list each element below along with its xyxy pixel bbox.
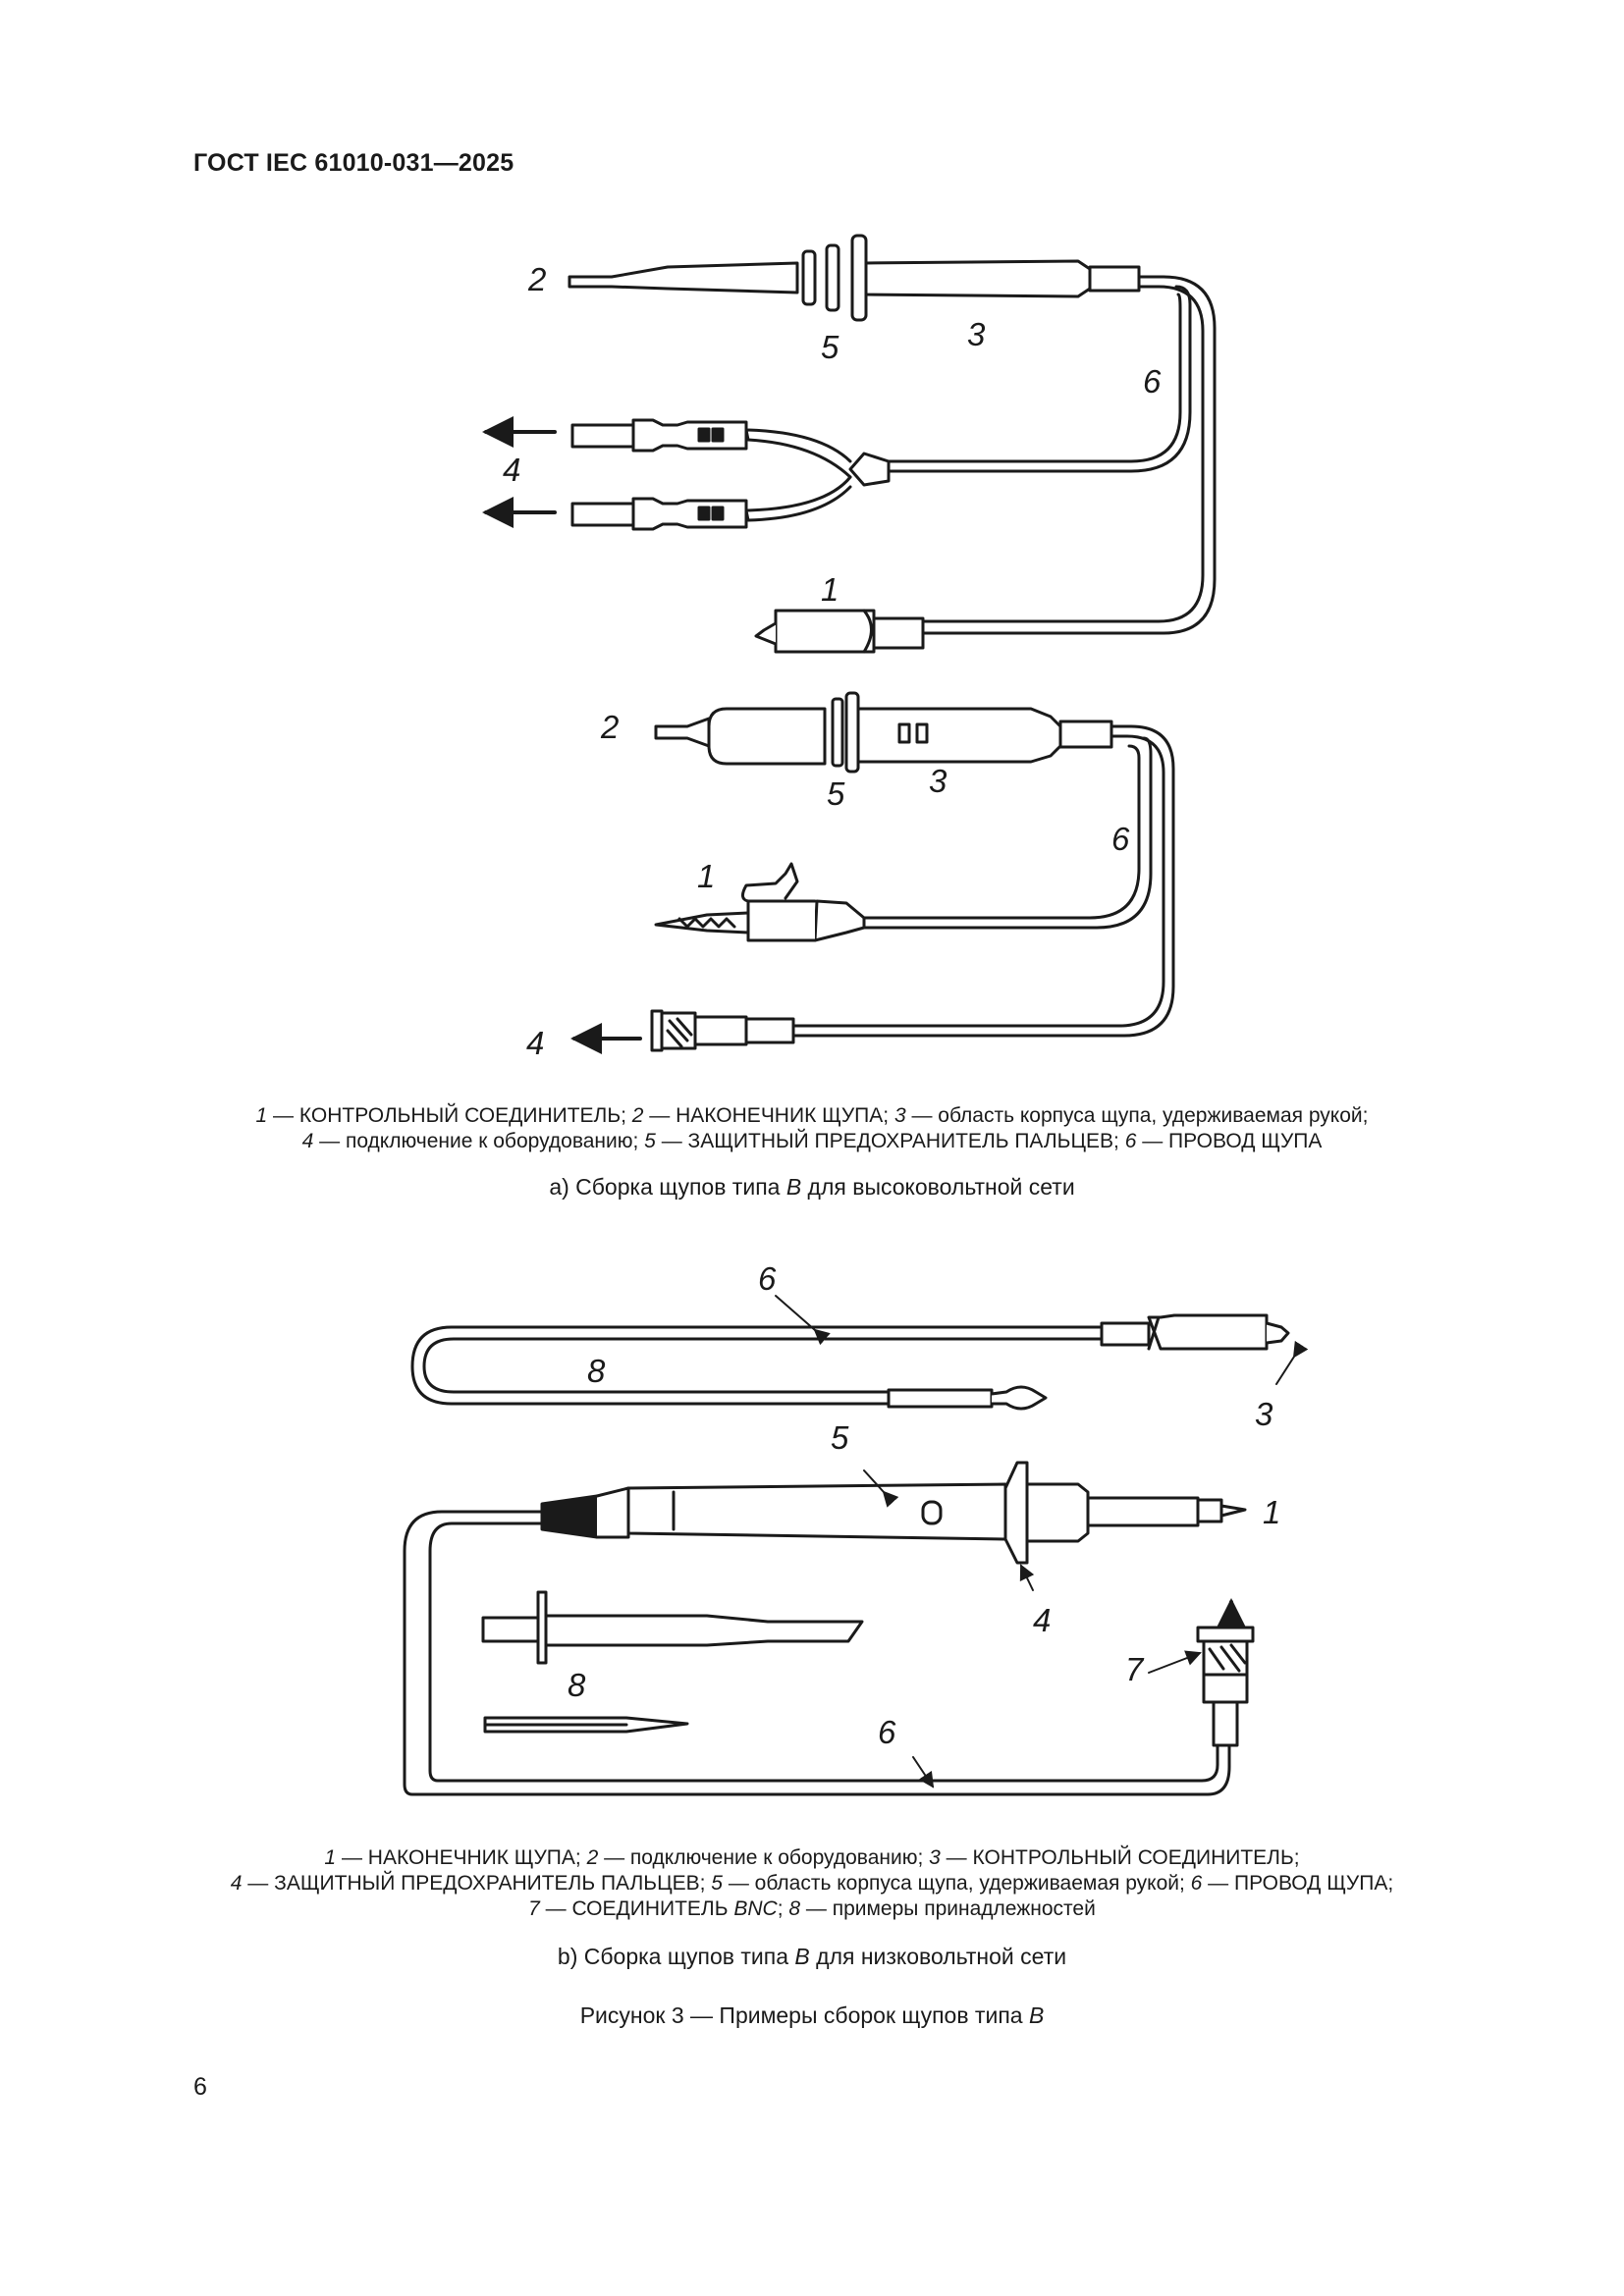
callout-a-top-body: 3 [967,316,986,352]
legend-b-line-3 [0,1896,1624,1922]
caption-b-letter: B [794,1944,810,1969]
legend-b-text: ; [777,1897,789,1920]
legend-a [0,1103,1624,1154]
callout-b-lead-top: 6 [758,1260,777,1297]
legend-b [0,1845,1624,1922]
callout-b-accessory-wire: 8 [587,1353,606,1389]
legend-b-text: — ЗАЩИТНЫЙ ПРЕДОХРАНИТЕЛЬ ПАЛЬЦЕВ; [242,1872,712,1895]
legend-b-num: BNC [733,1897,778,1920]
legend-a-line-1 [0,1103,1624,1129]
figure-title [0,2002,1624,2029]
legend-a-line-2 [0,1129,1624,1154]
callout-a-mid-tip: 2 [601,709,620,745]
legend-b-num: 5 [711,1872,723,1895]
legend-b-line-1 [0,1845,1624,1871]
caption-a-post: для высоковольтной сети [801,1174,1075,1200]
legend-a-num: 1 [255,1104,268,1127]
figure-title-pre: Рисунок 3 — Примеры сборок щупов типа [579,2002,1029,2028]
callout-a-top-connectors: 4 [503,452,521,488]
legend-a-text: — подключение к оборудованию; [313,1130,645,1152]
legend-b-text: — НАКОНЕЧНИК ЩУПА; [336,1846,587,1869]
legend-b-num: 1 [324,1846,337,1869]
callout-a-top-guard: 5 [821,329,839,365]
callout-b-bnc: 7 [1125,1651,1144,1687]
probe-b-reference-lead [412,1296,1294,1409]
legend-a-text: — ПРОВОД ЩУПА [1136,1130,1323,1152]
legend-b-text: — примеры принадлежностей [800,1897,1096,1920]
legend-b-text: — ПРОВОД ЩУПА; [1202,1872,1394,1895]
callout-b-clip-ref: 3 [1255,1396,1273,1432]
page-number: 6 [193,2073,207,2101]
legend-b-num: 8 [788,1897,801,1920]
callout-a-mid-lead: 6 [1111,821,1130,857]
legend-a-num: 5 [644,1130,656,1152]
callout-a-top-tip: 2 [528,261,547,297]
legend-b-text: — СОЕДИНИТЕЛЬ [539,1897,734,1920]
legend-a-num: 2 [631,1104,644,1127]
caption-a-pre: а) Сборка щупов типа [549,1174,786,1200]
document-header: ГОСТ IEC 61010-031—2025 [193,149,514,177]
caption-a [0,1174,1624,1201]
legend-a-num: 4 [301,1130,314,1152]
legend-a-text: — НАКОНЕЧНИК ЩУПА; [643,1104,894,1127]
callout-a-top-lead: 6 [1143,363,1162,400]
callout-a-mid-bnc: 4 [526,1025,545,1061]
callout-a-mid-guard: 5 [827,775,845,812]
legend-b-num: 4 [230,1872,243,1895]
callout-a-mid-body: 3 [929,763,947,799]
caption-b-post: для низковольтной сети [809,1944,1067,1969]
callout-b-guard: 4 [1033,1602,1052,1638]
legend-a-num: 6 [1124,1130,1137,1152]
caption-b-pre: b) Сборка щупов типа [557,1944,795,1969]
legend-b-num: 2 [586,1846,599,1869]
callout-a-top-reference: 1 [821,571,839,608]
legend-b-text: — КОНТРОЛЬНЫЙ СОЕДИНИТЕЛЬ; [940,1846,1300,1869]
legend-b-text: — область корпуса щупа, удерживаемая рукой; [722,1872,1191,1895]
callout-b-lead-bottom: 6 [878,1714,896,1750]
callout-b-accessories: 8 [568,1667,586,1703]
legend-b-line-2 [0,1871,1624,1896]
caption-a-letter: B [785,1174,802,1200]
legend-a-text: — ЗАЩИТНЫЙ ПРЕДОХРАНИТЕЛЬ ПАЛЬЦЕВ; [655,1130,1125,1152]
probe-a1 [486,236,1215,652]
accessories [483,1592,862,1732]
legend-b-text: — подключение к оборудованию; [598,1846,930,1869]
caption-b [0,1944,1624,1970]
callout-b-tip: 1 [1263,1494,1281,1530]
callout-b-body: 5 [831,1419,849,1456]
legend-b-num: 3 [929,1846,941,1869]
legend-a-num: 3 [893,1104,906,1127]
probe-a2 [574,693,1173,1050]
legend-b-num: 6 [1190,1872,1203,1895]
legend-a-text: — КОНТРОЛЬНЫЙ СОЕДИНИТЕЛЬ; [267,1104,632,1127]
legend-b-num: 7 [528,1897,540,1920]
legend-a-text: — область корпуса щупа, удерживаемая рукой; [905,1104,1369,1127]
callout-a-mid-clip: 1 [697,858,716,894]
figure-title-letter: B [1028,2002,1045,2028]
